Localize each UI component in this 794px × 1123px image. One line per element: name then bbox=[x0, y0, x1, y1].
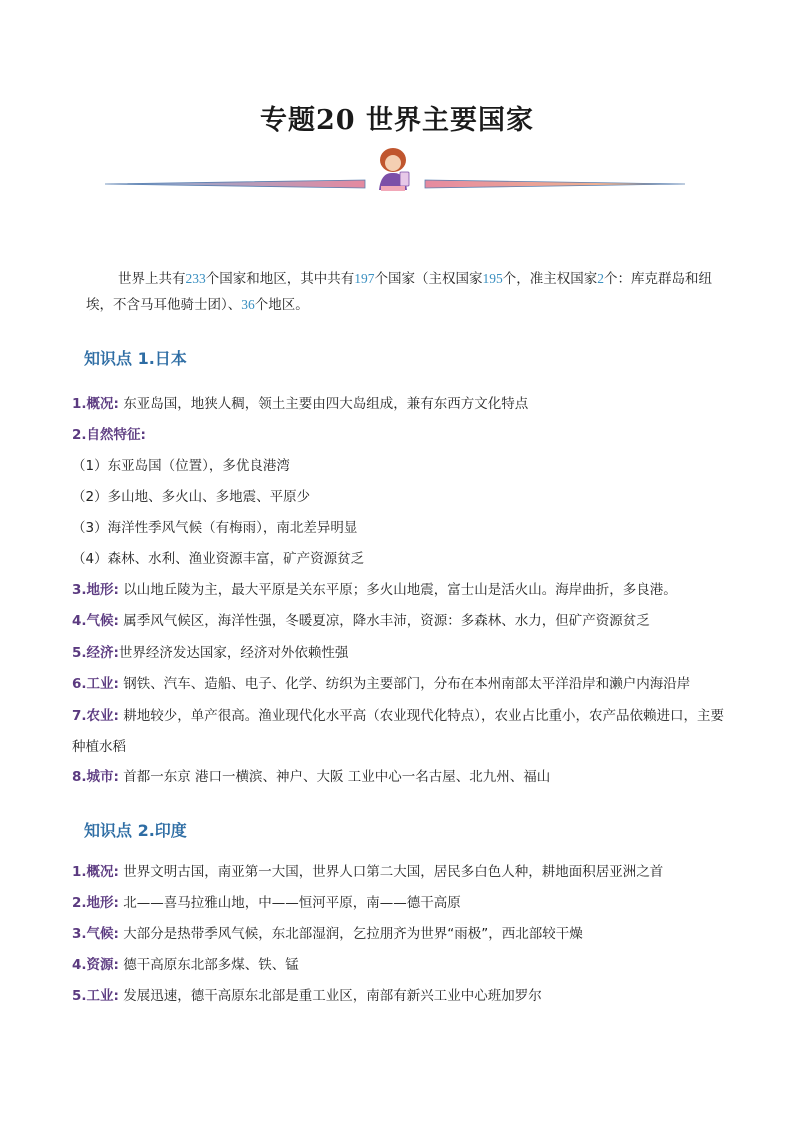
section-heading-india: 知识点 2.印度 bbox=[84, 821, 187, 840]
japan-overview-line: 1.概况: 东亚岛国，地狭人稠，领土主要由四大岛组成，兼有东西方文化特点 bbox=[72, 396, 529, 412]
japan-terrain-line: 3.地形: 以山地丘陵为主，最大平原是关东平原；多火山地震，富士山是活火山。海岸曲折，多良港。 bbox=[72, 582, 677, 598]
india-industry-line: 5.工业: 发展迅速，德干高原东北部是重工业区，南部有新兴工业中心班加罗尔 bbox=[72, 988, 542, 1004]
japan-nature-item: （1）东亚岛国（位置），多优良港湾 bbox=[72, 458, 290, 474]
japan-nature-item: （2）多山地、多火山、多地震、平原少 bbox=[72, 489, 311, 505]
japan-nature-line: 2.自然特征: bbox=[72, 427, 146, 443]
page-title: 专题20 世界主要国家 bbox=[260, 105, 534, 136]
japan-cities-line: 8.城市: 首都一东京 港口一横滨、神户、大阪 工业中心一名古屋、北九州、福山 bbox=[72, 769, 551, 785]
japan-agriculture-line: 7.农业: 耕地较少，单产很高。渔业现代化水平高（农业现代化特点），农业占比重小，农产品依赖进口，主要种植水稻 bbox=[72, 708, 724, 755]
india-terrain-line: 2.地形: 北——喜马拉雅山地，中——恒河平原，南——德干高原 bbox=[72, 895, 461, 911]
right-ribbon bbox=[425, 180, 685, 188]
india-resources-line: 4.资源: 德干高原东北部多煤、铁、锰 bbox=[72, 957, 299, 973]
intro-paragraph: 世界上共有233个国家和地区，其中共有197个国家（主权国家195个，准主权国家2个：库克群岛和纽埃，不含马耳他骑士团）、36个地区。 bbox=[86, 271, 712, 313]
japan-economy-line: 5.经济:世界经济发达国家，经济对外依赖性强 bbox=[72, 645, 349, 661]
title-decoration bbox=[100, 146, 694, 196]
japan-industry-line: 6.工业: 钢铁、汽车、造船、电子、化学、纺织为主要部门，分布在本州南部太平洋沿岸和濑户内海沿岸 bbox=[72, 676, 691, 692]
japan-climate-line: 4.气候: 属季风气候区，海洋性强，冬暖夏凉，降水丰沛，资源：多森林、水力，但矿产资源贫乏 bbox=[72, 613, 650, 629]
japan-nature-item: （4）森林、水利、渔业资源丰富，矿产资源贫乏 bbox=[72, 551, 365, 567]
india-climate-line: 3.气候: 大部分是热带季风气候，东北部湿润，乞拉朋齐为世界“雨极”，西北部较干燥 bbox=[72, 926, 583, 942]
india-overview-line: 1.概况: 世界文明古国，南亚第一大国，世界人口第二大国，居民多白色人种，耕地面积居亚洲之首 bbox=[72, 864, 664, 880]
left-ribbon bbox=[105, 180, 365, 188]
girl-reading-icon bbox=[379, 148, 409, 191]
section-heading-japan: 知识点 1.日本 bbox=[84, 349, 187, 368]
japan-nature-item: （3）海洋性季风气候（有梅雨），南北差异明显 bbox=[72, 520, 358, 536]
